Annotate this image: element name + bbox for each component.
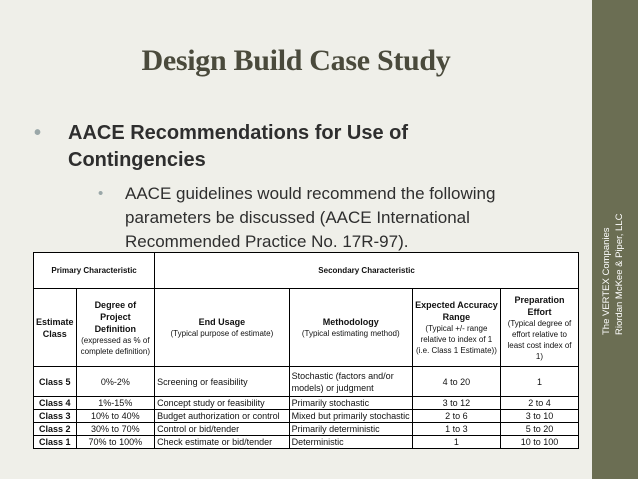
bullet-level-1 xyxy=(34,120,534,174)
effort-cell: 10 to 100 xyxy=(500,436,578,449)
project-definition-header xyxy=(76,289,155,367)
sidebar-line-1: The VERTEX Companies xyxy=(601,227,612,335)
methodology-cell: Primarily deterministic xyxy=(289,423,412,436)
end-usage-subtitle: (Typical purpose of estimate) xyxy=(170,329,274,338)
sidebar-band xyxy=(592,0,638,479)
secondary-characteristic-header: Secondary Characteristic xyxy=(155,253,579,289)
sidebar-company-text xyxy=(600,214,626,335)
table-row xyxy=(34,436,579,449)
bullet-dot-icon: • xyxy=(34,122,42,144)
accuracy-cell: 1 to 3 xyxy=(412,423,500,436)
effort-cell: 1 xyxy=(500,367,578,397)
accuracy-cell: 4 to 20 xyxy=(412,367,500,397)
effort-cell: 3 to 10 xyxy=(500,410,578,423)
bullet-level-2 xyxy=(98,182,578,254)
bullet-dot-icon: • xyxy=(98,185,104,202)
aace-classification-table xyxy=(33,252,579,449)
definition-cell: 1%-15% xyxy=(76,397,155,410)
bullet-2-text: AACE guidelines would recommend the following parameters be discussed (AACE International Recommended Practice No. 17R-97). xyxy=(125,184,496,251)
table-row xyxy=(34,410,579,423)
methodology-header xyxy=(289,289,412,367)
end-usage-title: End Usage xyxy=(198,317,246,327)
end-usage-header xyxy=(155,289,290,367)
effort-header xyxy=(500,289,578,367)
project-definition-title: Degree of Project Definition xyxy=(94,299,137,334)
methodology-cell: Stochastic (factors and/or models) or judgment xyxy=(289,367,412,397)
end-usage-cell: Check estimate or bid/tender xyxy=(155,436,290,449)
definition-cell: 70% to 100% xyxy=(76,436,155,449)
table-header-row-1 xyxy=(34,253,579,289)
methodology-cell: Primarily stochastic xyxy=(289,397,412,410)
definition-cell: 10% to 40% xyxy=(76,410,155,423)
bullet-1-text: AACE Recommendations for Use of Contingencies xyxy=(68,122,409,171)
estimate-class-cell: Class 3 xyxy=(34,410,77,423)
table-row xyxy=(34,397,579,410)
effort-cell: 5 to 20 xyxy=(500,423,578,436)
primary-characteristic-header: Primary Characteristic xyxy=(34,253,155,289)
end-usage-cell: Control or bid/tender xyxy=(155,423,290,436)
accuracy-cell: 1 xyxy=(412,436,500,449)
effort-title: Preparation Effort xyxy=(514,294,565,317)
table-row xyxy=(34,423,579,436)
estimate-class-cell: Class 4 xyxy=(34,397,77,410)
effort-subtitle: (Typical degree of effort relative to least cost index of 1) xyxy=(507,318,572,361)
definition-cell: 0%-2% xyxy=(76,367,155,397)
accuracy-cell: 2 to 6 xyxy=(412,410,500,423)
methodology-cell: Deterministic xyxy=(289,436,412,449)
end-usage-cell: Concept study or feasibility xyxy=(155,397,290,410)
table-row xyxy=(34,367,579,397)
table-header-row-2 xyxy=(34,289,579,367)
methodology-subtitle: (Typical estimating method) xyxy=(301,329,400,338)
sidebar-line-2: Riordan McKee & Piper, LLC xyxy=(614,213,625,335)
accuracy-header xyxy=(412,289,500,367)
project-definition-subtitle: (expressed as % of complete definition) xyxy=(80,335,150,356)
accuracy-cell: 3 to 12 xyxy=(412,397,500,410)
definition-cell: 30% to 70% xyxy=(76,423,155,436)
methodology-cell: Mixed but primarily stochastic xyxy=(289,410,412,423)
accuracy-subtitle: (Typical +/- range relative to index of 1 (i.e. Class 1 Estimate)) xyxy=(415,324,497,355)
slide-title: Design Build Case Study xyxy=(141,44,451,77)
end-usage-cell: Budget authorization or control xyxy=(155,410,290,423)
end-usage-cell: Screening or feasibility xyxy=(155,367,290,397)
effort-cell: 2 to 4 xyxy=(500,397,578,410)
accuracy-title: Expected Accuracy Range xyxy=(415,300,498,322)
estimate-class-cell: Class 5 xyxy=(34,367,77,397)
estimate-class-cell: Class 1 xyxy=(34,436,77,449)
estimate-class-cell: Class 2 xyxy=(34,423,77,436)
methodology-title: Methodology xyxy=(322,317,379,327)
estimate-class-header: Estimate Class xyxy=(34,289,77,367)
